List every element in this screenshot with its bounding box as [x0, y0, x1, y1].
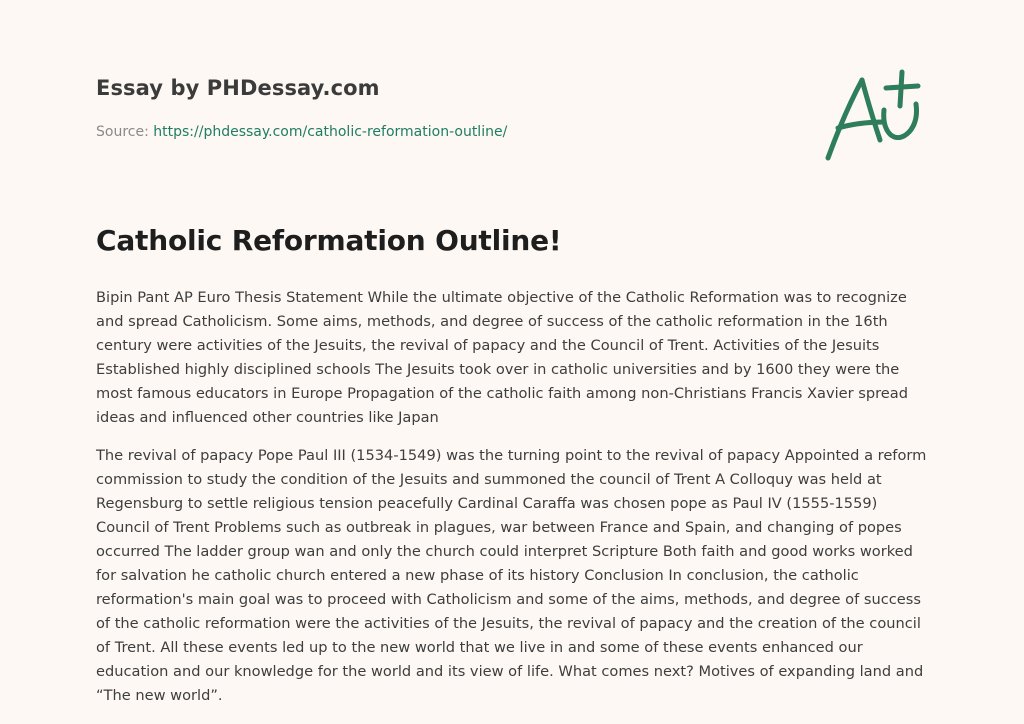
- essay-title: Catholic Reformation Outline!: [96, 224, 562, 257]
- essay-paragraph: Bipin Pant AP Euro Thesis Statement While the ultimate objective of the Catholic Reformation was to recognize and spread Catholicism. Some aims, methods, and degree of success of the catholic reformation in the 16th century were activities of the Jesuits, the revival of papacy and the Council of Trent. Activities of the Jesuits Established highly disciplined schools The Jesuits took over in catholic universities and by 1600 they were the most famous educators in Europe Propagation of the catholic faith among non-Christians Francis Xavier spread ideas and influenced other countries like Japan: [96, 289, 908, 426]
- source-line: [96, 124, 507, 140]
- source-link[interactable]: https://phdessay.com/catholic-reformation-outline/: [153, 124, 508, 140]
- essay-paragraph: The revival of papacy Pope Paul III (1534-1549) was the turning point to the revival of papacy Appointed a reform commission to study the condition of the Jesuits and summoned the council of Trent A Colloquy was held at Regensburg to settle religious tension peacefully Cardinal Caraffa was chosen pope as Paul IV (1555-1559) Council of Trent Problems such as outbreak in plagues, war between France and Spain, and changing of popes occurred The ladder group wan and only the church could interpret Scripture Both faith and good works worked for salvation he catholic church entered a new phase of its history Conclusion In conclusion, the catholic reformation's main goal was to proceed with Catholicism and some of the aims, methods, and degree of success of the catholic reformation were the activities of the Jesuits, the revival of papacy and the creation of the council of Trent. All these events led up to the new world that we live in and some of these events enhanced our education and our knowledge for the world and its view of life. What comes next? Motives of expanding land and “The new world”.: [96, 447, 927, 704]
- a-plus-grade-icon: [818, 66, 930, 166]
- site-brand: Essay by PHDessay.com: [96, 76, 380, 100]
- essay-body: [96, 286, 928, 722]
- source-label: Source:: [96, 124, 154, 140]
